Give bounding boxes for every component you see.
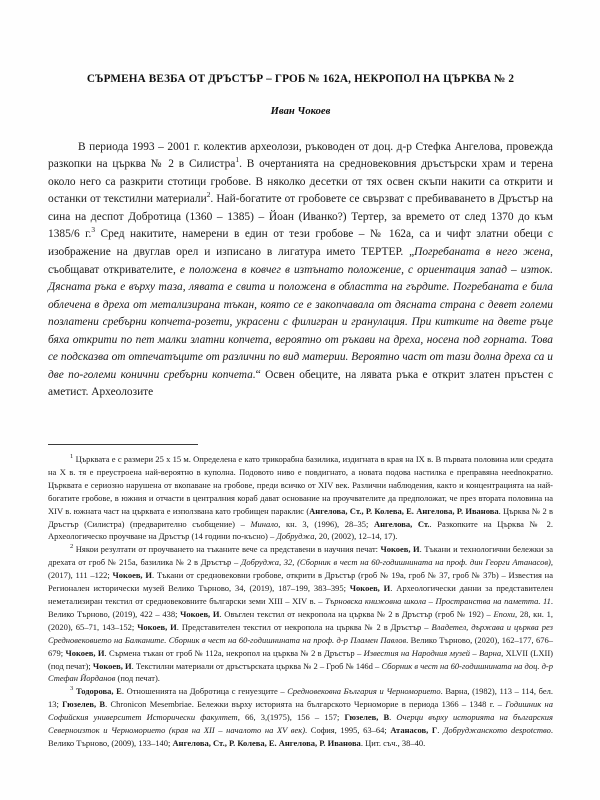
footnote-text: , XLVII (LXII) (под печат); bbox=[48, 647, 553, 671]
footnote-text: . Сърмена тъкан от гроб № 112а, некропол на църква № 2 в Дръстър – bbox=[104, 647, 364, 658]
footnote-text: . Археологически данни за представителен неметализиран текстил от средновековните български земи XIII – XIV в. – bbox=[48, 583, 554, 606]
citation-author: Гюзелев, В bbox=[344, 712, 390, 723]
footnote-text: , кн. 3, (1996), 28–35; bbox=[278, 518, 374, 529]
citation-source: Добруджа, 32, (Сборник в чест на 60-годишнината на проф. дин Георги Атанасов) bbox=[240, 557, 551, 568]
footnote-text: . София, 1995, 63–64; bbox=[305, 725, 391, 736]
author-name: Иван Чокоев bbox=[270, 105, 331, 117]
footnote-text: . Разкопките на Църква № 2. Археологическо проучване на Дръстър (14 години по-късно) – bbox=[48, 518, 553, 542]
footnote-text: . Цит. съч., 38–40. bbox=[360, 737, 426, 748]
citation-author: Атанасов, Г bbox=[390, 725, 438, 736]
footnote-entry bbox=[48, 543, 553, 685]
footnote-text: . Църква № 2 в Дръстър (Силистра) (предварително съобщение) – bbox=[48, 505, 554, 529]
page-title: СЪРМЕНА ВЕЗБА ОТ ДРЪСТЪР – ГРОБ № 162А, НЕКРОПОЛ НА ЦЪРКВА № 2 bbox=[86, 73, 515, 85]
footnote-text: . Текстилни материали от дръстърската църква № 2 – Гроб № 146d – bbox=[131, 660, 382, 671]
citation-author: Чокоев, И bbox=[380, 544, 420, 555]
citation-source: Сборник в чест на 60-годишнината на доц. д-р Стефан Йорданов bbox=[48, 660, 554, 684]
citation-source: Търновска книжовна школа – Пространства на паметта. 11 bbox=[325, 595, 551, 606]
footnote-text: , 66, 3,(1975), 156 – 157; bbox=[237, 712, 345, 723]
footnote-marker: 1 bbox=[70, 453, 74, 461]
citation-author: Тодорова, Е bbox=[75, 686, 122, 697]
quote-attribution: , съобщават откривателите, bbox=[48, 245, 553, 276]
footnote-text: . Варна, (1982), 113 – 114, бел. 13; bbox=[48, 686, 554, 710]
footnote-text: Някои резултати от проучването на тъканите вече са представени в научния печат: bbox=[75, 544, 381, 555]
body-segment-4: Сред накитите, намерени в един от тези гробове – № 162а, са и чифт златни обеци с изображение на двуглав орел и изписано в лигатура името ТЕРТЕР. bbox=[48, 228, 553, 258]
citation-author: Чокоев, И bbox=[180, 608, 220, 619]
citation-source: Средновековна България и Черноморието bbox=[287, 686, 441, 697]
citation-source: Годишник на Софийския университет Исторически факултет bbox=[48, 699, 553, 723]
paragraph-1 bbox=[48, 139, 553, 402]
quote-italic-2: е положена в ковчег в изтънато положение, с ориентация запад – изток. Дясната ръка е върху таза, лявата е свита и положена в областта на гърдите. Погребаната е била облечена в дреха от метализирана тъкан, която се е закопчавала от дясната страна с девет големи позлатени сребърни копчета-розети, украсени с филигран и гранулация. При китките на двете ръце бяха открити по пет малки златни копчета, вероятно от ръкави на дреха, носена под горната. Това се подсказва от отпечатъците от различни по вид материи. Вероятно част от тази долна дреха са и две по-големи конични сребърни копчета. bbox=[48, 263, 553, 381]
footnote-ref-1[interactable]: 1 bbox=[235, 155, 240, 165]
footnote-text: . Отношенията на Добротица с генуезците – bbox=[121, 686, 288, 697]
footnote-ref-3[interactable]: 3 bbox=[91, 225, 96, 235]
citation-author: Ангелова, Ст., Р. Колева, Е. Ангелова, Р. Иванова bbox=[309, 505, 499, 516]
citation-source: Добруджа bbox=[276, 531, 315, 542]
footnote-text: Църквата е с размери 25 х 15 м. Определена е като трикорабна базилика, издигната в края на IX в. В първата половина или средата на Х в. тя е преустроена най-вероятно в куполна. Подовото ниво е повдигнато, а новата подова настилка е преправяна неednократно. Църквата е сериозно нарушена от вкопаване на гробове, преди всичко от XIV век. Различни наблюдения, както и концентрацията на най-богатите гробове, в южния и отчасти в централния кораб дават основание на проучвателите да предположат, че през втората половина на XIV в. южната част на църквата е използвана като гробищен параклис ( bbox=[48, 454, 553, 516]
footnote-text: . Представителен текстил от некропола на църква № 2 в Дръстър – bbox=[176, 621, 432, 632]
footnote-text: , 28, кн. 1, (2020), 65–71, 143–152; bbox=[48, 608, 553, 632]
citation-author: Чокоев, И bbox=[137, 621, 177, 632]
citation-author: Чокоев, И bbox=[349, 583, 391, 594]
citation-author: Ангелова, Ст., Р. Колева, Е. Ангелова, Р. Иванова bbox=[172, 737, 361, 748]
footnote-entry bbox=[48, 685, 553, 750]
quote-italic-1: Погребаната в него жена bbox=[414, 245, 551, 258]
footnote-text: . bbox=[389, 712, 397, 723]
footnote-marker: 3 bbox=[70, 685, 74, 693]
quote-open-mark: „ bbox=[409, 245, 415, 258]
body-segment-3: . Най-богатите от гробовете се свързват с пребиваването в Дръстър на сина на деспот Добротица (1360 – 1385) – Йоан (Иванко?) Тертер, за времето от след 1370 до към 1385/6 г. bbox=[48, 193, 553, 241]
footnote-text: . Тъкани от средновековни гробове, открити в Дръстър (гроб № 19а, гроб № 37, гроб № 37b) – Известия на Регионален исторически музей Велико Търново, 34, (2019), 187–199, 383–395; bbox=[48, 570, 553, 594]
page-content bbox=[48, 0, 553, 750]
citation-source: Минало bbox=[250, 518, 279, 529]
footnote-text: . Chronicon Mesembriae. Бележки върху историята на българското Черноморие в периода 1366 – 1348 г. – bbox=[105, 699, 506, 710]
citation-source: Владетел, държава и църква рез Средновековието на Балканите. Сборник в чест на 60-годишнината на проф. д-р Пламен Павлов bbox=[48, 621, 553, 645]
citation-author: Ангелова, Ст. bbox=[373, 518, 430, 529]
footnote-ref-2[interactable]: 2 bbox=[206, 190, 211, 200]
citation-author: Гюзелев, В bbox=[62, 699, 106, 710]
citation-author: Чокоев, И bbox=[65, 647, 105, 658]
citation-author: Чокоев, И bbox=[92, 660, 132, 671]
body-segment-1: В периода 1993 – 2001 г. колектив археолози, ръководен от доц. д-р Стефка Ангелова, провежда разкопки на църква № 2 в Силистра bbox=[48, 140, 553, 171]
citation-source: Епохи bbox=[493, 608, 516, 619]
footnote-text: (под печат). bbox=[115, 673, 160, 684]
body-segment-5: Освен обеците, на лявата ръка е открит златен пръстен с аметист. Археолозите bbox=[48, 368, 553, 399]
footnote-entry bbox=[48, 453, 553, 543]
body-segment-2: . В очертанията на средновековния дръстърски храм и терена около него са разкрити стотици гробове. В няколко десетки от тях освен скъпи накити са открити и останки от текстилни материали bbox=[48, 158, 553, 206]
footnote-text: , (2017), 111 –122; bbox=[48, 557, 553, 581]
footnote-text: . bbox=[437, 725, 444, 736]
footnote-text: . Овъглен текстил от некропола на църква № 2 в Дръстър (гроб № 192) – bbox=[219, 608, 494, 619]
footnotes-section bbox=[48, 453, 553, 750]
footnote-marker: 2 bbox=[70, 543, 74, 551]
quote-close-mark: “ bbox=[255, 368, 261, 381]
citation-source: Очерци върху историята на българския Северноизток и Черноморието (края на XII – началото на XV век) bbox=[48, 712, 553, 736]
footnote-text: . Велико Търново, (2020), 162–177, 676–679; bbox=[48, 634, 554, 658]
citation-source: Добруджанското despotство bbox=[443, 725, 551, 736]
citation-source: Известия на Народния музей – Варна bbox=[363, 647, 502, 658]
footnote-text: , 20, (2002), 12–14, 17). bbox=[314, 531, 398, 542]
footnote-separator-rule bbox=[48, 444, 198, 445]
body-text bbox=[48, 139, 553, 402]
footnote-text: . Велико Търново, (2019), 422 – 438; bbox=[48, 595, 553, 619]
citation-author: Чокоев, И bbox=[112, 570, 152, 581]
footnote-text: . Велико Търново, (2009), 133–140; bbox=[48, 725, 554, 748]
footnote-text: . Тъкани и технологични бележки за дрехата от гроб № 215а, базилика № 2 в Дръстър – bbox=[48, 544, 554, 568]
